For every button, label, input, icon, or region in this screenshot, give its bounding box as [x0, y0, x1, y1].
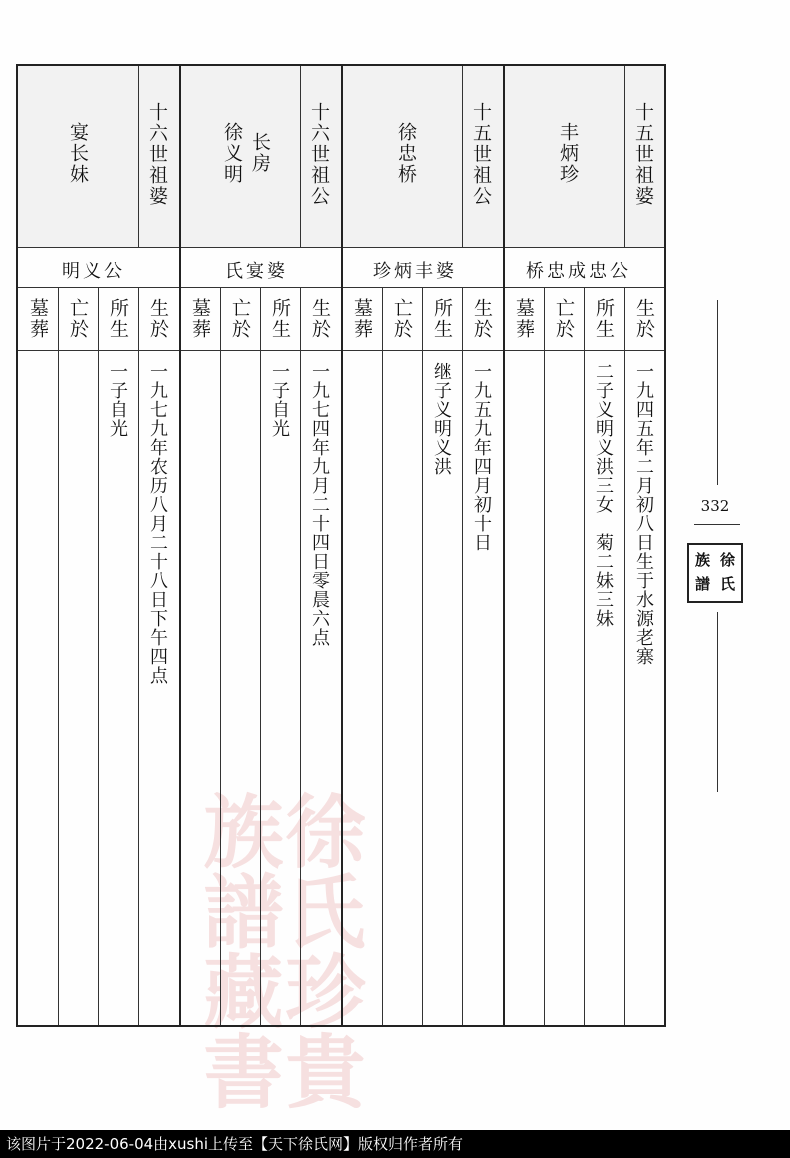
children-value: 一子自光 [269, 362, 290, 438]
seal-char: 氏 [719, 575, 735, 593]
field-children-label: 所生 [431, 298, 453, 340]
born-value: 一九七九年农历八月二十八日下午四点 [147, 362, 168, 685]
children-value: 继子义明义洪 [431, 362, 452, 476]
field-born-label: 生於 [147, 298, 169, 340]
field-died-label: 亡於 [67, 298, 89, 340]
page-number: 332 [700, 497, 730, 515]
field-buried-label: 墓葬 [189, 298, 211, 340]
upload-notice: 该图片于2022-06-04由xushi上传至【天下徐氏网】版权归作者所有 [0, 1130, 790, 1158]
seal-char: 族 [695, 551, 711, 569]
seal-char: 譜 [695, 575, 711, 593]
field-born-label: 生於 [633, 298, 655, 340]
generation-label: 十五世祖公 [470, 102, 492, 207]
person-name: 丰炳珍 [557, 122, 579, 185]
person-name: 宴长妹 [67, 122, 89, 185]
watermark: 徐氏珍貴族譜藏書 [190, 790, 366, 1110]
house-label: 长房 [249, 132, 271, 174]
xu-family-seal [687, 543, 743, 603]
margin-rule-bottom [717, 612, 718, 792]
children-value: 二子义明义洪三女 菊二妹三妹 [593, 362, 614, 628]
field-born-label: 生於 [309, 298, 331, 340]
field-children-label: 所生 [269, 298, 291, 340]
spouse-label: 氏宴婆 [225, 261, 288, 282]
field-children-label: 所生 [593, 298, 615, 340]
generation-label: 十六世祖公 [308, 102, 330, 207]
person-name: 徐忠桥 [395, 122, 417, 185]
born-value: 一九五九年四月初十日 [471, 362, 492, 552]
spouse-label: 桥忠成忠公 [526, 261, 631, 282]
genealogy-table [16, 64, 666, 1027]
field-died-label: 亡於 [391, 298, 413, 340]
born-value: 一九四五年二月初八日生于水源老寨 [633, 362, 654, 666]
seal-char: 徐 [719, 551, 735, 569]
field-died-label: 亡於 [553, 298, 575, 340]
field-born-label: 生於 [471, 298, 493, 340]
field-died-label: 亡於 [229, 298, 251, 340]
field-buried-label: 墓葬 [513, 298, 535, 340]
spouse-label: 珍炳丰婆 [373, 261, 457, 282]
generation-label: 十六世祖婆 [146, 102, 168, 207]
field-buried-label: 墓葬 [351, 298, 373, 340]
spouse-label: 明义公 [62, 261, 125, 282]
generation-label: 十五世祖婆 [632, 102, 654, 207]
field-buried-label: 墓葬 [27, 298, 49, 340]
page-number-rule [694, 524, 740, 525]
person-name: 徐义明 [221, 122, 243, 185]
margin-rule-top [717, 300, 718, 485]
born-value: 一九七四年九月二十四日零晨六点 [309, 362, 330, 647]
children-value: 一子自光 [107, 362, 128, 438]
field-children-label: 所生 [107, 298, 129, 340]
